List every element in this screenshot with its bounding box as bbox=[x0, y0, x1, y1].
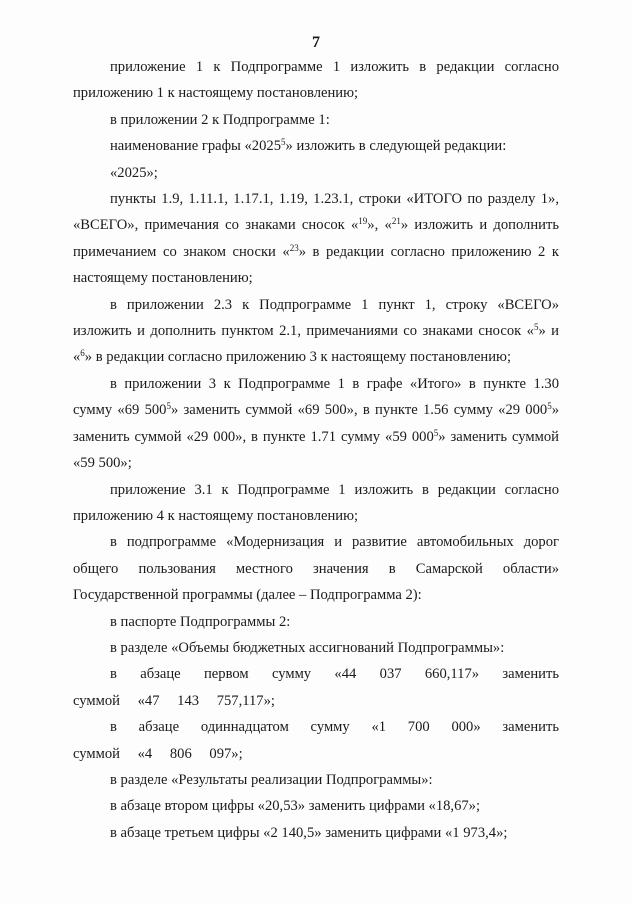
paragraph: приложение 1 к Подпрограмме 1 изложить в редакции согласно приложению 1 к настоящему постановлению; bbox=[73, 59, 559, 102]
text-run: » в редакции согласно приложению 3 к настоящему постановлению; bbox=[84, 349, 512, 366]
paragraph: в разделе «Результаты реализации Подпрограммы»: bbox=[110, 771, 433, 788]
text-run: » заменить суммой «59 500»; bbox=[73, 428, 559, 472]
footnote-mark: 5 bbox=[533, 322, 539, 333]
paragraph: в паспорте Подпрограммы 2: bbox=[110, 613, 291, 630]
footnote-mark: 5 bbox=[433, 427, 439, 438]
text-run: » и « bbox=[73, 323, 559, 366]
paragraph: в приложении 2 к Подпрограмме 1: bbox=[110, 111, 330, 128]
paragraph bbox=[73, 186, 559, 292]
document-body bbox=[73, 54, 559, 846]
text-run: », « bbox=[367, 217, 392, 234]
paragraph bbox=[73, 292, 559, 371]
paragraph: «2025»; bbox=[110, 164, 158, 181]
paragraph: в абзаце третьем цифры «2 140,5» заменить цифрами «1 973,4»; bbox=[110, 824, 508, 841]
text-run: в приложении 2.3 к Подпрограмме 1 пункт 1, строку «ВСЕГО» изложить и дополнить пунктом 2.1, примечаниями со знаками сносок « bbox=[73, 296, 559, 340]
paragraph: приложение 3.1 к Подпрограмме 1 изложить в редакции согласно приложению 4 к настоящему постановлению; bbox=[73, 481, 559, 524]
paragraph: в подпрограмме «Модернизация и развитие автомобильных дорог общего пользования местного значения в Самарской области» Государственной программы (далее – Подпрограмма 2): bbox=[73, 534, 559, 604]
text-run: » изложить в следующей редакции: bbox=[285, 138, 507, 155]
footnote-mark: 5 bbox=[166, 401, 171, 412]
footnote-mark: 21 bbox=[391, 216, 401, 227]
footnote-mark: 5 bbox=[547, 401, 552, 412]
footnote-mark: 5 bbox=[281, 137, 286, 148]
paragraph: в абзаце одиннадцатом сумму «1 700 000» заменить суммой «4 806 097»; bbox=[73, 719, 559, 762]
paragraph: в разделе «Объемы бюджетных ассигнований Подпрограммы»: bbox=[110, 639, 505, 656]
text-run: в приложении 3 к Подпрограмме 1 в графе «Итого» в пункте 1.30 сумму «69 500 bbox=[73, 375, 559, 419]
paragraph bbox=[73, 133, 559, 159]
text-run: » заменить суммой «29 000», в пункте 1.71 сумму «59 000 bbox=[73, 402, 559, 445]
text-run: » изложить и дополнить примечанием со знаком сноски « bbox=[73, 217, 559, 260]
footnote-mark: 19 bbox=[358, 216, 368, 227]
paragraph bbox=[73, 371, 559, 477]
footnote-mark: 6 bbox=[80, 348, 85, 359]
paragraph: в абзаце первом сумму «44 037 660,117» заменить суммой «47 143 757,117»; bbox=[73, 666, 559, 709]
paragraph: в абзаце втором цифры «20,53» заменить цифрами «18,67»; bbox=[110, 798, 481, 815]
text-run: » заменить суммой «69 500», в пункте 1.56 сумму «29 000 bbox=[170, 402, 548, 419]
text-run: » в редакции согласно приложению 2 к настоящему постановлению; bbox=[73, 243, 560, 287]
page-number: 7 bbox=[312, 34, 320, 51]
text-run: пункты 1.9, 1.11.1, 1.17.1, 1.19, 1.23.1, строки «ИТОГО по разделу 1», «ВСЕГО», примечания со знаками сносок « bbox=[73, 191, 559, 234]
footnote-mark: 23 bbox=[289, 242, 299, 253]
text-run: наименование графы «2025 bbox=[110, 138, 281, 155]
